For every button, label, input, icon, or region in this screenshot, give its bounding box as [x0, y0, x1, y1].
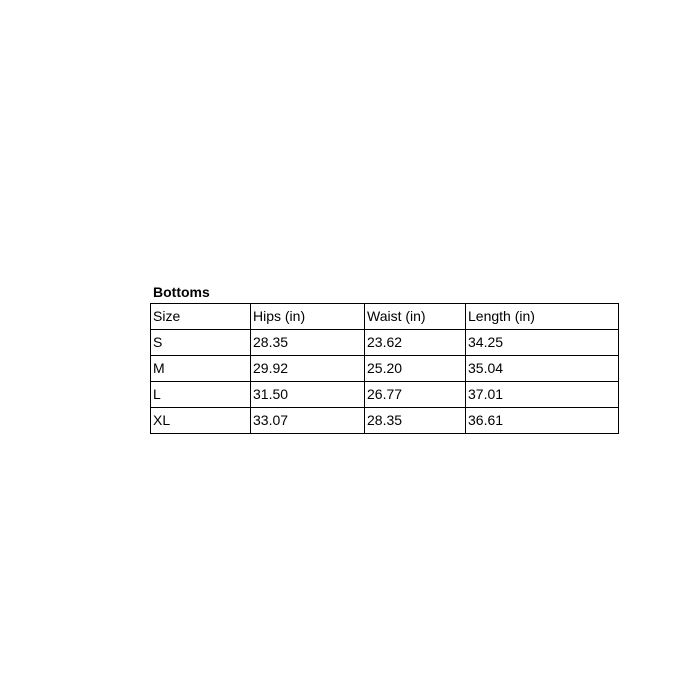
cell-size: XL — [151, 408, 251, 434]
header-cell-length: Length (in) — [466, 304, 619, 330]
table-row — [151, 382, 619, 408]
cell-size: M — [151, 356, 251, 382]
cell-waist: 25.20 — [365, 356, 466, 382]
table-row — [151, 408, 619, 434]
table-row — [151, 356, 619, 382]
size-chart-table — [150, 303, 619, 434]
table-header-row — [151, 304, 619, 330]
cell-length: 37.01 — [466, 382, 619, 408]
cell-size: L — [151, 382, 251, 408]
cell-waist: 26.77 — [365, 382, 466, 408]
cell-waist: 28.35 — [365, 408, 466, 434]
cell-hips: 28.35 — [251, 330, 365, 356]
cell-hips: 29.92 — [251, 356, 365, 382]
cell-hips: 33.07 — [251, 408, 365, 434]
cell-length: 36.61 — [466, 408, 619, 434]
cell-hips: 31.50 — [251, 382, 365, 408]
cell-waist: 23.62 — [365, 330, 466, 356]
header-cell-hips: Hips (in) — [251, 304, 365, 330]
cell-length: 35.04 — [466, 356, 619, 382]
table-title: Bottoms — [153, 284, 210, 300]
table-row — [151, 330, 619, 356]
cell-length: 34.25 — [466, 330, 619, 356]
cell-size: S — [151, 330, 251, 356]
header-cell-size: Size — [151, 304, 251, 330]
header-cell-waist: Waist (in) — [365, 304, 466, 330]
